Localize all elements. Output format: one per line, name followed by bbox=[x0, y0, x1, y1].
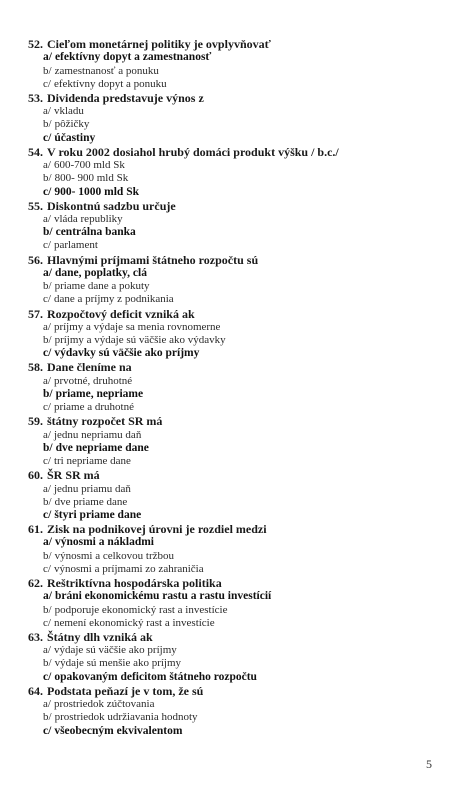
option-text: výdavky sú väčšie ako príjmy bbox=[54, 347, 200, 360]
correct-answer-option bbox=[28, 267, 458, 280]
question-item bbox=[28, 360, 458, 414]
question-heading bbox=[28, 414, 458, 428]
option-letter: a/ bbox=[43, 51, 52, 64]
answer-option bbox=[28, 455, 458, 468]
answer-option bbox=[28, 321, 458, 334]
option-text: centrálna banka bbox=[55, 226, 136, 239]
answer-option bbox=[28, 105, 458, 118]
question-text: Podstata peňazí je v tom, že sú bbox=[47, 683, 204, 698]
option-letter: c/ bbox=[43, 347, 52, 360]
answer-option bbox=[28, 293, 458, 306]
option-text: účastiny bbox=[54, 131, 96, 144]
question-list bbox=[28, 37, 458, 738]
question-item bbox=[28, 414, 458, 468]
option-text: jednu nepriamu daň bbox=[53, 428, 142, 441]
option-letter: b/ bbox=[43, 657, 52, 670]
correct-answer-option bbox=[28, 388, 458, 401]
option-letter: a/ bbox=[43, 159, 51, 172]
question-text: štátny rozpočet SR má bbox=[47, 414, 163, 429]
option-text: výdaje sú menšie ako príjmy bbox=[54, 657, 182, 670]
question-heading bbox=[28, 684, 458, 698]
correct-answer-option bbox=[28, 347, 458, 360]
option-text: výnosmi a nákladmi bbox=[54, 536, 155, 549]
question-text: Diskontnú sadzbu určuje bbox=[47, 198, 176, 213]
option-text: priame, nepriame bbox=[55, 387, 144, 400]
option-letter: c/ bbox=[43, 239, 51, 252]
page-number: 5 bbox=[426, 757, 432, 771]
option-text: príjmy a výdaje sa menia rovnomerne bbox=[53, 320, 221, 333]
question-text: ŠR SR má bbox=[47, 468, 100, 483]
option-letter: a/ bbox=[43, 590, 52, 603]
answer-option bbox=[28, 118, 458, 131]
option-text: štyri priame dane bbox=[54, 508, 142, 521]
option-letter: a/ bbox=[43, 320, 51, 333]
question-text: Reštriktívna hospodárska politika bbox=[47, 576, 222, 591]
correct-answer-option bbox=[28, 186, 458, 199]
option-text: vláda republiky bbox=[53, 213, 123, 226]
option-text: tri nepriame dane bbox=[53, 455, 131, 468]
question-heading bbox=[28, 199, 458, 213]
question-number: 57. bbox=[28, 306, 43, 321]
correct-answer-option bbox=[28, 442, 458, 455]
option-text: 900- 1000 mld Sk bbox=[54, 185, 139, 198]
answer-option bbox=[28, 280, 458, 293]
option-text: opakovaným deficitom štátneho rozpočtu bbox=[54, 670, 257, 683]
answer-option bbox=[28, 496, 458, 509]
question-item bbox=[28, 307, 458, 361]
option-letter: a/ bbox=[43, 536, 52, 549]
option-text: podporuje ekonomický rast a investície bbox=[54, 603, 228, 616]
option-text: priame dane a pokuty bbox=[54, 280, 150, 293]
option-text: bráni ekonomickému rastu a rastu investícií bbox=[54, 590, 272, 603]
answer-option bbox=[28, 65, 458, 78]
option-text: všeobecným ekvivalentom bbox=[54, 724, 183, 737]
question-number: 63. bbox=[28, 629, 43, 644]
answer-option bbox=[28, 78, 458, 91]
correct-answer-option bbox=[28, 132, 458, 145]
answer-option bbox=[28, 239, 458, 252]
correct-answer-option bbox=[28, 725, 458, 738]
option-letter: b/ bbox=[43, 387, 53, 400]
option-letter: a/ bbox=[43, 428, 51, 441]
question-text: Dane členíme na bbox=[47, 360, 132, 375]
question-heading bbox=[28, 522, 458, 536]
option-text: nemení ekonomický rast a investície bbox=[53, 616, 215, 629]
option-letter: c/ bbox=[43, 562, 51, 575]
question-item bbox=[28, 684, 458, 738]
option-text: výnosmi a celkovou tržbou bbox=[54, 549, 175, 562]
answer-option bbox=[28, 172, 458, 185]
option-letter: b/ bbox=[43, 64, 52, 77]
option-letter: b/ bbox=[43, 441, 53, 454]
option-letter: a/ bbox=[43, 374, 51, 387]
question-text: Rozpočtový deficit vzniká ak bbox=[47, 306, 195, 321]
option-text: dve priame dane bbox=[54, 495, 128, 508]
option-letter: a/ bbox=[43, 482, 51, 495]
answer-option bbox=[28, 401, 458, 414]
option-letter: a/ bbox=[43, 105, 51, 118]
option-letter: c/ bbox=[43, 131, 52, 144]
answer-option bbox=[28, 657, 458, 670]
option-letter: b/ bbox=[43, 711, 52, 724]
question-number: 62. bbox=[28, 576, 43, 591]
question-number: 60. bbox=[28, 468, 43, 483]
option-text: dane a príjmy z podnikania bbox=[53, 293, 174, 306]
option-text: príjmy a výdaje sú väčšie ako výdavky bbox=[54, 334, 226, 347]
option-text: priame a druhotné bbox=[53, 401, 134, 414]
question-text: Zisk na podnikovej úrovni je rozdiel medzi bbox=[47, 522, 267, 537]
option-text: efektívny dopyt a ponuku bbox=[53, 77, 167, 90]
question-item bbox=[28, 91, 458, 145]
answer-option bbox=[28, 711, 458, 724]
answer-option bbox=[28, 213, 458, 226]
question-number: 64. bbox=[28, 683, 43, 698]
option-letter: b/ bbox=[43, 603, 52, 616]
question-text: Dividenda predstavuje výnos z bbox=[47, 90, 204, 105]
question-text: Hlavnými príjmami štátneho rozpočtu sú bbox=[47, 252, 259, 267]
question-heading bbox=[28, 91, 458, 105]
option-letter: c/ bbox=[43, 670, 52, 683]
option-letter: a/ bbox=[43, 698, 51, 711]
option-text: prvotné, druhotné bbox=[53, 374, 133, 387]
question-number: 61. bbox=[28, 522, 43, 537]
option-text: efektívny dopyt a zamestnanosť bbox=[54, 51, 212, 64]
option-letter: b/ bbox=[43, 334, 52, 347]
option-text: pôžičky bbox=[54, 118, 90, 131]
question-number: 53. bbox=[28, 90, 43, 105]
question-text: Štátny dlh vzniká ak bbox=[47, 629, 153, 644]
correct-answer-option bbox=[28, 51, 458, 64]
option-letter: b/ bbox=[43, 226, 53, 239]
question-number: 56. bbox=[28, 252, 43, 267]
option-text: parlament bbox=[53, 239, 98, 252]
answer-option bbox=[28, 617, 458, 630]
correct-answer-option bbox=[28, 226, 458, 239]
option-letter: c/ bbox=[43, 508, 52, 521]
question-heading bbox=[28, 468, 458, 482]
option-text: dane, poplatky, clá bbox=[54, 266, 147, 279]
option-letter: b/ bbox=[43, 495, 52, 508]
question-number: 58. bbox=[28, 360, 43, 375]
question-item bbox=[28, 199, 458, 253]
answer-option bbox=[28, 604, 458, 617]
option-letter: c/ bbox=[43, 185, 52, 198]
option-letter: b/ bbox=[43, 118, 52, 131]
option-letter: c/ bbox=[43, 77, 51, 90]
option-letter: c/ bbox=[43, 455, 51, 468]
option-text: prostriedok zúčtovania bbox=[53, 698, 155, 711]
answer-option bbox=[28, 483, 458, 496]
answer-option bbox=[28, 644, 458, 657]
question-item bbox=[28, 145, 458, 199]
question-item bbox=[28, 576, 458, 630]
question-item bbox=[28, 522, 458, 576]
question-item bbox=[28, 37, 458, 91]
correct-answer-option bbox=[28, 671, 458, 684]
option-letter: b/ bbox=[43, 280, 52, 293]
option-text: prostriedok udržiavania hodnoty bbox=[54, 711, 198, 724]
option-text: 800- 900 mld Sk bbox=[54, 172, 129, 185]
answer-option bbox=[28, 159, 458, 172]
answer-option bbox=[28, 550, 458, 563]
option-letter: b/ bbox=[43, 172, 52, 185]
question-text: V roku 2002 dosiahol hrubý domáci produkt výšku / b.c./ bbox=[47, 144, 339, 159]
question-item bbox=[28, 253, 458, 307]
answer-option bbox=[28, 429, 458, 442]
correct-answer-option bbox=[28, 590, 458, 603]
question-heading bbox=[28, 360, 458, 374]
answer-option bbox=[28, 334, 458, 347]
answer-option bbox=[28, 698, 458, 711]
option-text: 600-700 mld Sk bbox=[53, 159, 125, 172]
question-heading bbox=[28, 253, 458, 267]
option-text: výnosmi a príjmami zo zahraničia bbox=[53, 562, 204, 575]
option-letter: a/ bbox=[43, 644, 51, 657]
option-letter: c/ bbox=[43, 401, 51, 414]
question-number: 55. bbox=[28, 198, 43, 213]
answer-option bbox=[28, 563, 458, 576]
question-heading bbox=[28, 307, 458, 321]
option-letter: a/ bbox=[43, 213, 51, 226]
option-text: jednu priamu daň bbox=[53, 482, 131, 495]
question-heading bbox=[28, 145, 458, 159]
question-item bbox=[28, 630, 458, 684]
question-number: 52. bbox=[28, 37, 43, 51]
option-text: vkladu bbox=[53, 105, 84, 118]
question-heading bbox=[28, 37, 458, 51]
option-letter: a/ bbox=[43, 266, 52, 279]
option-letter: c/ bbox=[43, 724, 52, 737]
option-letter: c/ bbox=[43, 616, 51, 629]
option-text: zamestnanosť a ponuku bbox=[54, 64, 159, 77]
question-heading bbox=[28, 576, 458, 590]
question-heading bbox=[28, 630, 458, 644]
option-text: dve nepriame dane bbox=[55, 441, 149, 454]
option-text: výdaje sú väčšie ako príjmy bbox=[53, 644, 177, 657]
question-number: 59. bbox=[28, 414, 43, 429]
option-letter: c/ bbox=[43, 293, 51, 306]
answer-option bbox=[28, 375, 458, 388]
question-item bbox=[28, 468, 458, 522]
correct-answer-option bbox=[28, 509, 458, 522]
option-letter: b/ bbox=[43, 549, 52, 562]
question-number: 54. bbox=[28, 144, 43, 159]
question-text: Cieľom monetárnej politiky je ovplyvňovať bbox=[47, 37, 271, 51]
correct-answer-option bbox=[28, 536, 458, 549]
